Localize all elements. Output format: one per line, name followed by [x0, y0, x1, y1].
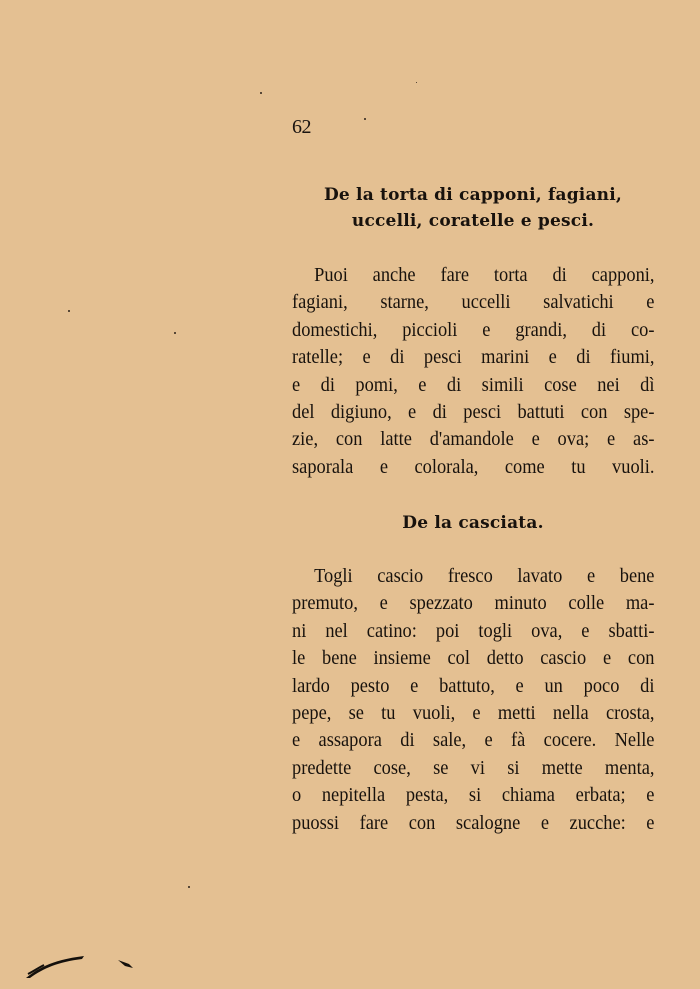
page-number: 62 [292, 116, 311, 138]
text-line: predette cose, se vi si mette menta, [292, 756, 655, 779]
text-line: premuto, e spezzato minuto colle ma- [292, 592, 655, 615]
text-line: pepe, se tu vuoli, e metti nella crosta, [292, 702, 655, 725]
text-line: e di pomi, e di simili cose nei dì [292, 373, 655, 396]
text-line: le bene insieme col detto cascio e con [292, 647, 655, 670]
text-line: fagiani, starne, uccelli salvatichi e [292, 291, 655, 314]
section-heading-casciata [292, 510, 654, 536]
dust-speck [416, 82, 417, 83]
heading-line: De la torta di capponi, fagiani, [323, 185, 623, 205]
text-line: e assapora di sale, e fà cocere. Nelle [292, 729, 655, 752]
heading-line: De la casciata. [402, 513, 544, 533]
text-line: del digiuno, e di pesci battuti con spe- [292, 401, 655, 424]
section-body-torta [292, 262, 654, 481]
ink-stroke-mark [24, 948, 86, 980]
text-line: ni nel catino: poi togli ova, e sbatti- [292, 619, 655, 642]
text-line: ratelle; e di pesci marini e di fiumi, [292, 346, 655, 369]
dust-speck [364, 118, 366, 120]
section-heading-torta [292, 182, 654, 234]
text-line: domestichi, piccioli e grandi, di co- [292, 318, 655, 341]
text-line: zie, con latte d'amandole e ova; e as- [292, 428, 655, 451]
dust-speck [188, 886, 190, 888]
section-body-casciata [292, 563, 654, 837]
dust-speck [174, 332, 176, 334]
text-line: o nepitella pesta, si chiama erbata; e [292, 784, 655, 807]
ink-dot-mark [117, 958, 137, 970]
text-line: lardo pesto e battuto, e un poco di [292, 674, 655, 697]
dust-speck [68, 310, 70, 312]
heading-line: uccelli, coratelle e pesci. [351, 211, 595, 231]
text-line: saporala e colorala, come tu vuoli. [292, 455, 655, 478]
text-line: puossi fare con scalogne e zucche: e [292, 811, 655, 834]
text-line: Puoi anche fare torta di capponi, [314, 264, 655, 286]
dust-speck [260, 92, 262, 94]
text-line: Togli cascio fresco lavato e bene [314, 565, 655, 587]
